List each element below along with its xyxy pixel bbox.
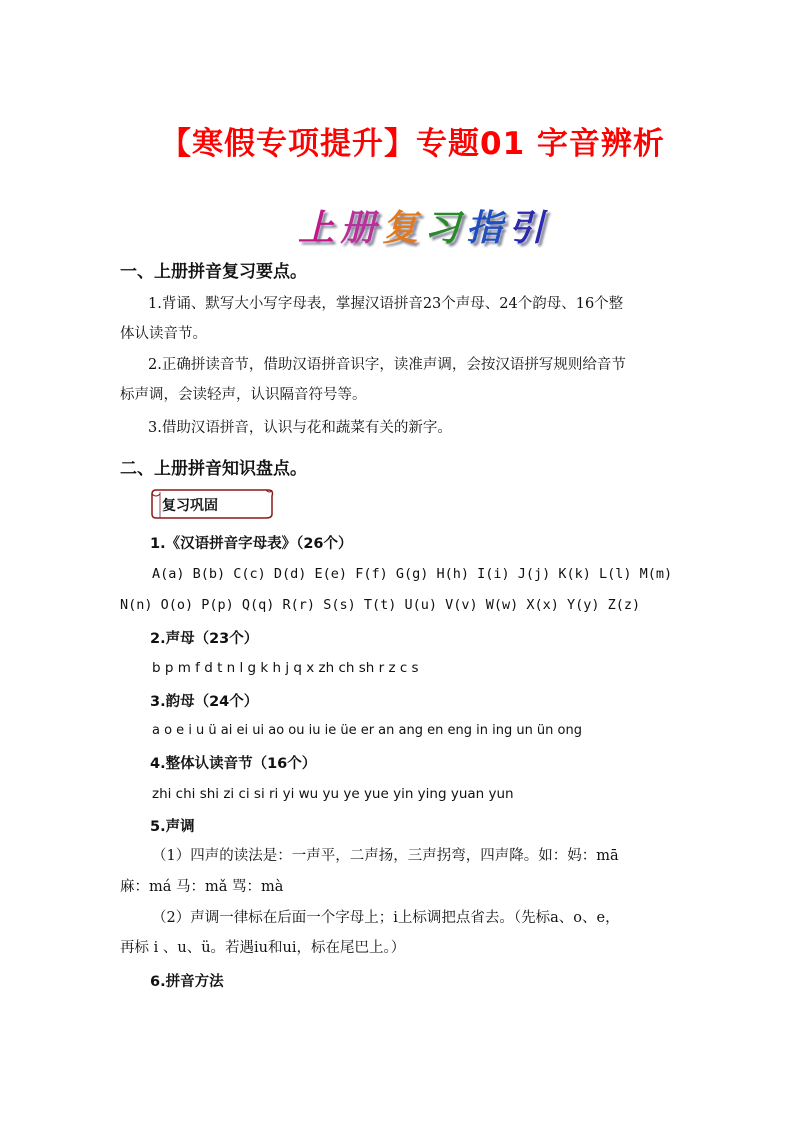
section1-p1-line1: 1.背诵、默写大小写字母表，掌握汉语拼音23个声母、24个韵母、16个整 bbox=[148, 296, 624, 312]
wordart-char: 指 bbox=[466, 207, 503, 249]
page-title: 【寒假专项提升】专题01 字音辨析 bbox=[160, 126, 665, 162]
item1-heading: 1.《汉语拼音字母表》（26个） bbox=[150, 536, 353, 552]
item4-line: zhi chi shi zi ci si ri yi wu yu ye yue yin ying yuan yun bbox=[152, 786, 514, 802]
item1-line2: N(n) O(o) P(p) Q(q) R(r) S(s) T(t) U(u) V(v) W(w) X(x) Y(y) Z(z) bbox=[120, 597, 641, 613]
item5-p1-line2: 麻：má 马：mǎ 骂：mà bbox=[120, 879, 284, 895]
item5-p1-line1: （1）四声的读法是：一声平，二声扬，三声拐弯，四声降。如：妈：mā bbox=[152, 848, 619, 864]
section1-heading: 一、上册拼音复习要点。 bbox=[120, 262, 307, 282]
wordart-heading bbox=[298, 200, 550, 249]
wordart-char: 上 bbox=[298, 207, 335, 249]
item4-heading: 4.整体认读音节（16个） bbox=[150, 756, 317, 772]
item2-line: b p m f d t n l g k h j q x zh ch sh r z c s bbox=[152, 660, 419, 676]
item5-p2-line2: 再标 i 、u、ü。若遇iu和ui，标在尾巴上。） bbox=[120, 940, 406, 956]
wordart-char: 引 bbox=[508, 207, 545, 249]
section1-p3: 3.借助汉语拼音，认识与花和蔬菜有关的新字。 bbox=[148, 420, 452, 436]
wordart-char: 复 bbox=[382, 207, 419, 249]
item1-line1: A(a) B(b) C(c) D(d) E(e) F(f) G(g) H(h) I(i) J(j) K(k) L(l) M(m) bbox=[152, 566, 673, 582]
item3-line: a o e i u ü ai ei ui ao ou iu ie üe er an ang en eng in ing un ün ong bbox=[152, 723, 582, 738]
item5-heading: 5.声调 bbox=[150, 819, 195, 835]
section1-p1-line2: 体认读音节。 bbox=[120, 326, 207, 342]
wordart-char: 册 bbox=[340, 207, 377, 249]
item2-heading: 2.声母（23个） bbox=[150, 631, 259, 647]
item5-p2-line1: （2）声调一律标在后面一个字母上；i上标调把点省去。（先标a、o、e， bbox=[152, 910, 620, 926]
wordart-char: 习 bbox=[424, 207, 461, 249]
section1-p2-line2: 标声调，会读轻声，认识隔音符号等。 bbox=[120, 387, 367, 403]
section2-heading: 二、上册拼音知识盘点。 bbox=[120, 459, 307, 479]
section1-p2-line1: 2.正确拼读音节，借助汉语拼音识字，读准声调，会按汉语拼写规则给音节 bbox=[148, 357, 626, 373]
banner-label: 复习巩固 bbox=[162, 498, 218, 514]
item3-heading: 3.韵母（24个） bbox=[150, 694, 259, 710]
item6-heading: 6.拼音方法 bbox=[150, 974, 224, 990]
